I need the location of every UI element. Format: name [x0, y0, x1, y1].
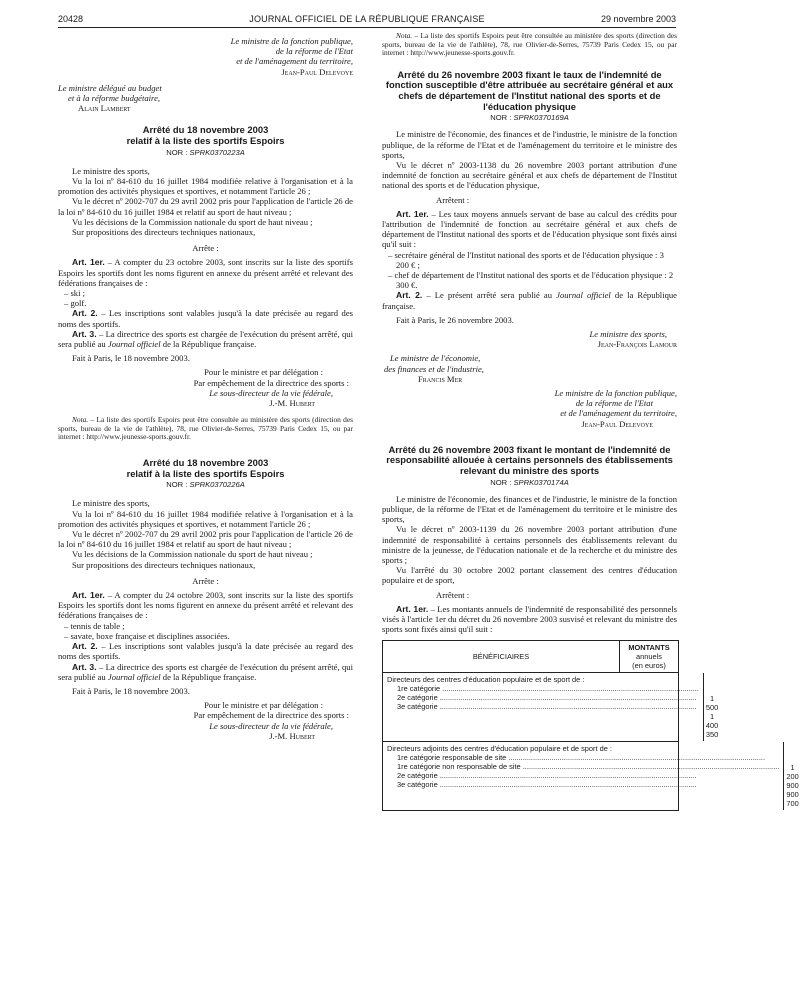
- arrete-title: Arrêté du 26 novembre 2003 fixant le montant de l'indemnité de responsabilité allouée à certains personnels des établissements relevant du ministre des sports: [386, 443, 673, 477]
- page-number: 20428: [58, 14, 84, 24]
- paragraph: Vu le décret nº 2003-1139 du 26 novembre 2003 portant attribution d'une indemnité de responsabilité à certains personnels des établissements relevant du ministre de la jeunesse, de l'éducation nationale et de la recherche et du ministre des sports ;: [382, 524, 677, 566]
- table-header: [383, 641, 678, 673]
- arrete-3: [382, 70, 677, 429]
- paragraph: Vu les décisions de la Commission nationale du sport de haut niveau ;: [72, 549, 313, 560]
- list-item: – chef de département de l'Institut national des sports et de l'éducation physique : 2 300 €.: [388, 270, 674, 291]
- page-header: [58, 14, 676, 26]
- sig-line: des finances et de l'industrie,: [384, 363, 484, 374]
- arrete-4: [382, 443, 799, 812]
- sig-line: Le ministre de l'économie,: [390, 353, 481, 364]
- list-item: – secrétaire général de l'Institut national des sports et de l'éducation physique : 3 200 € ;: [388, 249, 664, 270]
- paragraph: Le ministre de l'économie, des finances et de l'industrie, le ministre de la fonction publique, de la réforme de l'Etat et de l'aménagement du territoire et le ministre des sports,: [382, 129, 677, 160]
- table-group: [383, 742, 799, 810]
- row-amount: 350: [705, 730, 719, 740]
- sig-line: Le sous-directeur de la vie fédérale,: [209, 720, 333, 731]
- nota: Nota. – La liste des sportifs Espoirs peut être consultée au ministère des sports (direction des sports, bureau de la vie de l'athlète), 78, rue Olivier-de-Serres, 75739 Paris Cedex 15, ou par internet : http://www.jeunesse-sports.gouv.fr.: [58, 415, 353, 442]
- sig-name: Jean-Paul Delevoye: [281, 66, 353, 77]
- article-3: Art. 3. – La directrice des sports est chargée de l'exécution du présent arrêté, qui sera publié au Journal officiel de la République française.: [58, 661, 353, 682]
- list-item: – tennis de table ;: [64, 620, 125, 631]
- row-amount: 1 400: [705, 712, 719, 731]
- table-row: [387, 684, 699, 693]
- sig-name: J.-M. Hubert: [269, 398, 315, 409]
- row-label: 1re catégorie non responsable de site .....: [397, 762, 779, 771]
- row-label: 2e catégorie .....: [397, 693, 699, 702]
- sig-line: Le ministre délégué au budget: [58, 82, 162, 93]
- sig-line: Pour le ministre et par délégation :: [204, 367, 323, 378]
- sig-line: Le ministre des sports,: [589, 329, 667, 340]
- nor-reference: NOR : SPRK0370226A: [166, 480, 245, 490]
- column-header: MONTANTS annuels (en euros): [619, 641, 678, 672]
- row-label: 3e catégorie .....: [397, 702, 699, 711]
- paragraph: Vu la loi nº 84-610 du 16 juillet 1984 modifiée relative à l'organisation et à la promotion des activités physiques et sportives, et notamment l'article 26 ;: [58, 176, 353, 197]
- table-row: [387, 771, 779, 780]
- column-header: BÉNÉFICIAIRES: [472, 652, 530, 662]
- paragraph: Le ministre de l'économie, des finances et de l'industrie, le ministre de la fonction publique, de la réforme de l'Etat et de l'aménagement du territoire et le ministre des sports,: [382, 493, 677, 525]
- date-place: Fait à Paris, le 26 novembre 2003.: [396, 314, 514, 325]
- paragraph: Vu le décret nº 2003-1138 du 26 novembre 2003 portant attribution d'une indemnité de fonction au secrétaire général et aux chefs de département de l'Institut national des sports et de l'éducation physique,: [382, 159, 677, 191]
- nor-reference: NOR : SPRK0370169A: [490, 113, 569, 123]
- sig-line: Par empêchement de la directrice des sports :: [193, 710, 349, 721]
- sig-name: J.-M. Hubert: [269, 730, 315, 741]
- paragraph: Vu le décret nº 2002-707 du 29 avril 2002 pris pour l'application de l'article 26 de la loi nº 84-610 du 16 juillet 1984 et relatif au sport de haut niveau ;: [58, 196, 353, 217]
- article-2: Art. 2. – Le présent arrêté sera publié au Journal officiel de la République française.: [382, 290, 677, 311]
- article-1: Art. 1er. – Les montants annuels de l'indemnité de responsabilité des personnels visés à l'article 1er du décret du 26 novembre 2003 susvisé et relevant du ministre des sports sont fixés ainsi qu'il suit :: [382, 603, 677, 635]
- date-place: Fait à Paris, le 18 novembre 2003.: [72, 353, 190, 364]
- group-label: Directeurs des centres d'éducation populaire et de sport de :: [387, 675, 585, 685]
- arrete-label: Arrête :: [192, 575, 219, 586]
- sig-line: Le sous-directeur de la vie fédérale,: [209, 387, 333, 398]
- nor-reference: NOR : SPRK0370174A: [490, 477, 569, 487]
- sig-name: Francis Mer: [418, 373, 463, 384]
- row-amount: 900: [786, 781, 799, 791]
- sig-line: de la réforme de l'Etat: [575, 398, 653, 409]
- nor-reference: NOR : SPRK0370223A: [166, 147, 245, 157]
- sig-line: Pour le ministre et par délégation :: [204, 700, 323, 711]
- article-1: Art. 1er. – A compter du 24 octobre 2003, sont inscrits sur la liste des sportifs Espoirs les sportifs dont les noms figurent en annexe du présent arrêté et relevant des fédérations françaises de :: [58, 590, 353, 621]
- article-2: Art. 2. – Les inscriptions sont valables jusqu'à la date précisée au regard des noms des sportifs.: [58, 641, 354, 662]
- sig-name: Alain Lambert: [78, 103, 131, 114]
- sig-line: et de l'aménagement du territoire,: [560, 408, 677, 419]
- arrete-1: [58, 125, 353, 442]
- journal-title: JOURNAL OFFICIEL DE LA RÉPUBLIQUE FRANÇAISE: [249, 14, 485, 24]
- row-amount: 900: [786, 790, 799, 800]
- arrete-subtitle: relatif à la liste des sportifs Espoirs: [126, 467, 285, 479]
- paragraph: Vu le décret nº 2002-707 du 29 avril 2002 pris pour l'application de l'article 26 de la loi nº 84-610 du 16 juillet 1984 et relatif au sport de haut niveau ;: [58, 529, 353, 550]
- table-row: [387, 753, 779, 762]
- sig-name: Jean-François Lamour: [597, 339, 677, 350]
- table-row: [387, 693, 699, 702]
- date-place: Fait à Paris, le 18 novembre 2003.: [72, 685, 190, 696]
- row-label: 2e catégorie .....: [397, 771, 779, 780]
- article-1: Art. 1er. – Les taux moyens annuels servant de base au calcul des crédits pour l'attribution de l'indemnité de fonction au secrétaire général et aux chefs de département de l'Institut national des sports et de l'éducation physique sont fixés ainsi qu'il suit :: [382, 208, 677, 250]
- paragraph: Le ministre des sports,: [72, 165, 150, 176]
- sig-line: Le ministre de la fonction publique,: [554, 388, 677, 399]
- left-column: [58, 36, 353, 741]
- right-column: [382, 31, 799, 811]
- paragraph: Le ministre des sports,: [72, 498, 150, 509]
- arrete-title: Arrêté du 18 novembre 2003: [142, 124, 269, 136]
- list-item: – ski ;: [64, 288, 86, 299]
- amounts-table: [382, 640, 799, 811]
- article-2: Art. 2. – Les inscriptions sont valables jusqu'à la date précisée au regard des noms des sportifs.: [58, 308, 354, 329]
- list-item: – savate, boxe française et disciplines associées.: [64, 630, 230, 641]
- article-1: Art. 1er. – A compter du 23 octobre 2003, sont inscrits sur la liste des sportifs Espoirs les sportifs dont les noms figurent en annexe du présent arrêté et relevant des fédérations françaises de :: [58, 257, 353, 288]
- sig-line: et à la réforme budgétaire,: [68, 93, 161, 104]
- row-label: 1re catégorie responsable de site .....: [397, 753, 779, 762]
- arrete-subtitle: relatif à la liste des sportifs Espoirs: [126, 135, 285, 147]
- arrete-label: Arrête :: [192, 243, 219, 254]
- paragraph: Sur propositions des directeurs techniques nationaux,: [72, 559, 256, 570]
- top-signatures: [58, 36, 353, 113]
- list-item: – golf.: [64, 298, 87, 309]
- issue-date: 29 novembre 2003: [600, 14, 676, 24]
- nota: Nota. – La liste des sportifs Espoirs peut être consultée au ministère des sports (direction des sports, bureau de la vie de l'athlète), 78, rue Olivier-de-Serres, 75739 Paris Cedex 15, ou par internet : http://www.jeunesse-sports.gouv.fr.: [382, 31, 677, 58]
- paragraph: Sur propositions des directeurs techniques nationaux,: [72, 227, 256, 238]
- arretent-label: Arrêtent :: [436, 589, 470, 600]
- row-amount: 1 500: [705, 694, 719, 713]
- table-row: [387, 702, 699, 711]
- arrete-title: Arrêté du 18 novembre 2003: [142, 457, 269, 469]
- arrete-2: [58, 458, 353, 741]
- row-label: 3e catégorie .....: [397, 780, 779, 789]
- row-label: 1re catégorie .....: [397, 684, 699, 693]
- arrete-title: Arrêté du 26 novembre 2003 fixant le taux de l'indemnité de fonction susceptible d'être attribuée au secrétaire général et aux chefs de département de l'Institut national des sports et de l'éducation physique: [385, 68, 674, 112]
- sig-line: Par empêchement de la directrice des sports :: [193, 377, 349, 388]
- sig-line: de la réforme de l'Etat: [275, 46, 353, 57]
- group-label: Directeurs adjoints des centres d'éducation populaire et de sport de :: [387, 744, 612, 754]
- table-row: [387, 780, 779, 789]
- sig-name: Jean-Paul Delevoye: [581, 418, 653, 429]
- sig-line: et de l'aménagement du territoire,: [236, 56, 353, 67]
- row-amount: 700: [786, 799, 799, 809]
- row-amount: 1 200: [786, 763, 799, 782]
- table-row: [387, 762, 779, 771]
- sig-line: Le ministre de la fonction publique,: [230, 36, 353, 46]
- paragraph: Vu les décisions de la Commission nationale du sport de haut niveau ;: [72, 216, 313, 227]
- arretent-label: Arrêtent :: [436, 194, 470, 205]
- article-3: Art. 3. – La directrice des sports est chargée de l'exécution du présent arrêté, qui sera publié au Journal officiel de la République française.: [58, 328, 353, 350]
- paragraph: Vu l'arrêté du 30 octobre 2002 portant classement des centres d'éducation populaire et de sport,: [382, 565, 677, 586]
- header-rule: [58, 27, 676, 28]
- paragraph: Vu la loi nº 84-610 du 16 juillet 1984 modifiée relative à l'organisation et à la promotion des activités physiques et sportives, et notamment l'article 26 ;: [58, 508, 353, 529]
- table-group: [383, 673, 719, 742]
